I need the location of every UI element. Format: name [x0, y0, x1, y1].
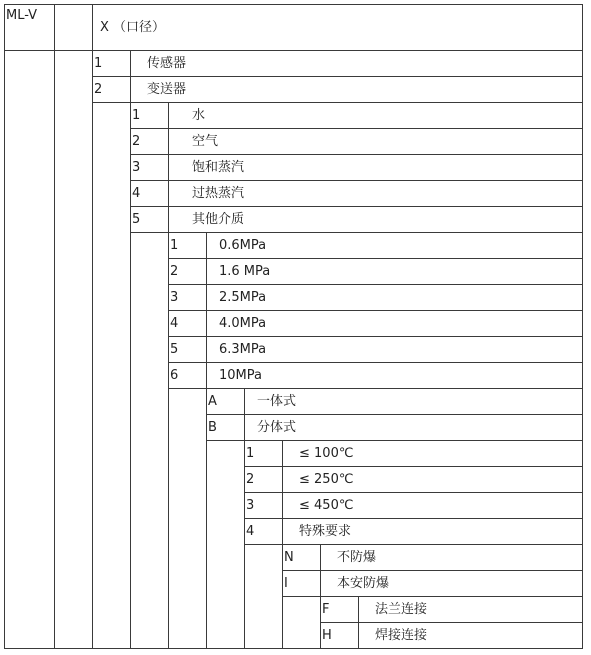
rule: [282, 440, 283, 544]
rule: [320, 648, 583, 649]
pressure-label-4: 4.0MPa: [219, 316, 267, 331]
rule: [130, 128, 583, 129]
structure-code-1: A: [208, 394, 217, 409]
rule: [244, 544, 583, 545]
rule: [130, 232, 583, 233]
type-label-1: 传感器: [147, 56, 187, 71]
structure-code-2: B: [208, 420, 217, 435]
rule: [244, 388, 245, 440]
rule: [92, 76, 583, 77]
temperature-label-1: ≤ 100℃: [299, 446, 354, 461]
rule: [358, 596, 359, 648]
rule: [206, 440, 583, 441]
medium-code-5: 5: [132, 212, 141, 227]
medium-label-2: 空气: [192, 134, 219, 149]
rule: [130, 102, 131, 648]
pressure-label-5: 6.3MPa: [219, 342, 267, 357]
rule: [320, 544, 321, 596]
pressure-code-3: 3: [170, 290, 179, 305]
medium-code-4: 4: [132, 186, 141, 201]
medium-code-1: 1: [132, 108, 141, 123]
connection-code-1: F: [322, 602, 330, 617]
pressure-code-2: 2: [170, 264, 179, 279]
rule: [130, 180, 583, 181]
rule: [282, 570, 583, 571]
rule: [130, 50, 131, 102]
structure-label-2: 分体式: [257, 420, 297, 435]
explosion_proof-code-1: N: [284, 550, 294, 565]
temperature-code-4: 4: [246, 524, 255, 539]
pressure-label-1: 0.6MPa: [219, 238, 267, 253]
rule: [130, 154, 583, 155]
pressure-label-6: 10MPa: [219, 368, 262, 383]
explosion_proof-label-1: 不防爆: [337, 550, 377, 565]
rule: [168, 102, 169, 232]
pressure-label-3: 2.5MPa: [219, 290, 267, 305]
rule: [206, 388, 207, 648]
rule: [206, 232, 207, 388]
rule: [206, 414, 583, 415]
rule: [168, 388, 583, 389]
medium-code-2: 2: [132, 134, 141, 149]
connection-label-2: 焊接连接: [375, 628, 428, 643]
pressure-code-5: 5: [170, 342, 179, 357]
explosion_proof-code-2: I: [284, 576, 288, 591]
caliber-header: X （口径）: [100, 20, 166, 35]
rule: [168, 258, 583, 259]
rule: [168, 284, 583, 285]
rule: [244, 440, 245, 648]
connection-code-2: H: [322, 628, 332, 643]
rule: [92, 102, 583, 103]
rule: [168, 310, 583, 311]
pressure-code-1: 1: [170, 238, 179, 253]
explosion_proof-label-2: 本安防爆: [337, 576, 390, 591]
pressure-label-2: 1.6 MPa: [219, 264, 271, 279]
type-label-2: 变送器: [147, 82, 187, 97]
pressure-code-6: 6: [170, 368, 179, 383]
temperature-label-3: ≤ 450℃: [299, 498, 354, 513]
rule: [244, 492, 583, 493]
rule: [168, 232, 169, 648]
temperature-code-2: 2: [246, 472, 255, 487]
rule: [168, 336, 583, 337]
rule: [282, 544, 283, 648]
medium-label-3: 饱和蒸汽: [192, 160, 245, 175]
type-code-1: 1: [94, 56, 103, 71]
medium-code-3: 3: [132, 160, 141, 175]
rule: [320, 622, 583, 623]
model-code: ML-V: [6, 8, 38, 23]
rule: [130, 206, 583, 207]
pressure-code-4: 4: [170, 316, 179, 331]
connection-label-1: 法兰连接: [375, 602, 428, 617]
medium-label-4: 过热蒸汽: [192, 186, 245, 201]
rule: [320, 596, 321, 648]
rule: [282, 596, 583, 597]
rule: [168, 362, 583, 363]
medium-label-5: 其他介质: [192, 212, 245, 227]
temperature-code-1: 1: [246, 446, 255, 461]
type-code-2: 2: [94, 82, 103, 97]
rule: [244, 518, 583, 519]
temperature-label-2: ≤ 250℃: [299, 472, 354, 487]
rule: [244, 466, 583, 467]
temperature-label-4: 特殊要求: [299, 524, 352, 539]
medium-label-1: 水: [192, 108, 206, 123]
temperature-code-3: 3: [246, 498, 255, 513]
structure-label-1: 一体式: [257, 394, 297, 409]
